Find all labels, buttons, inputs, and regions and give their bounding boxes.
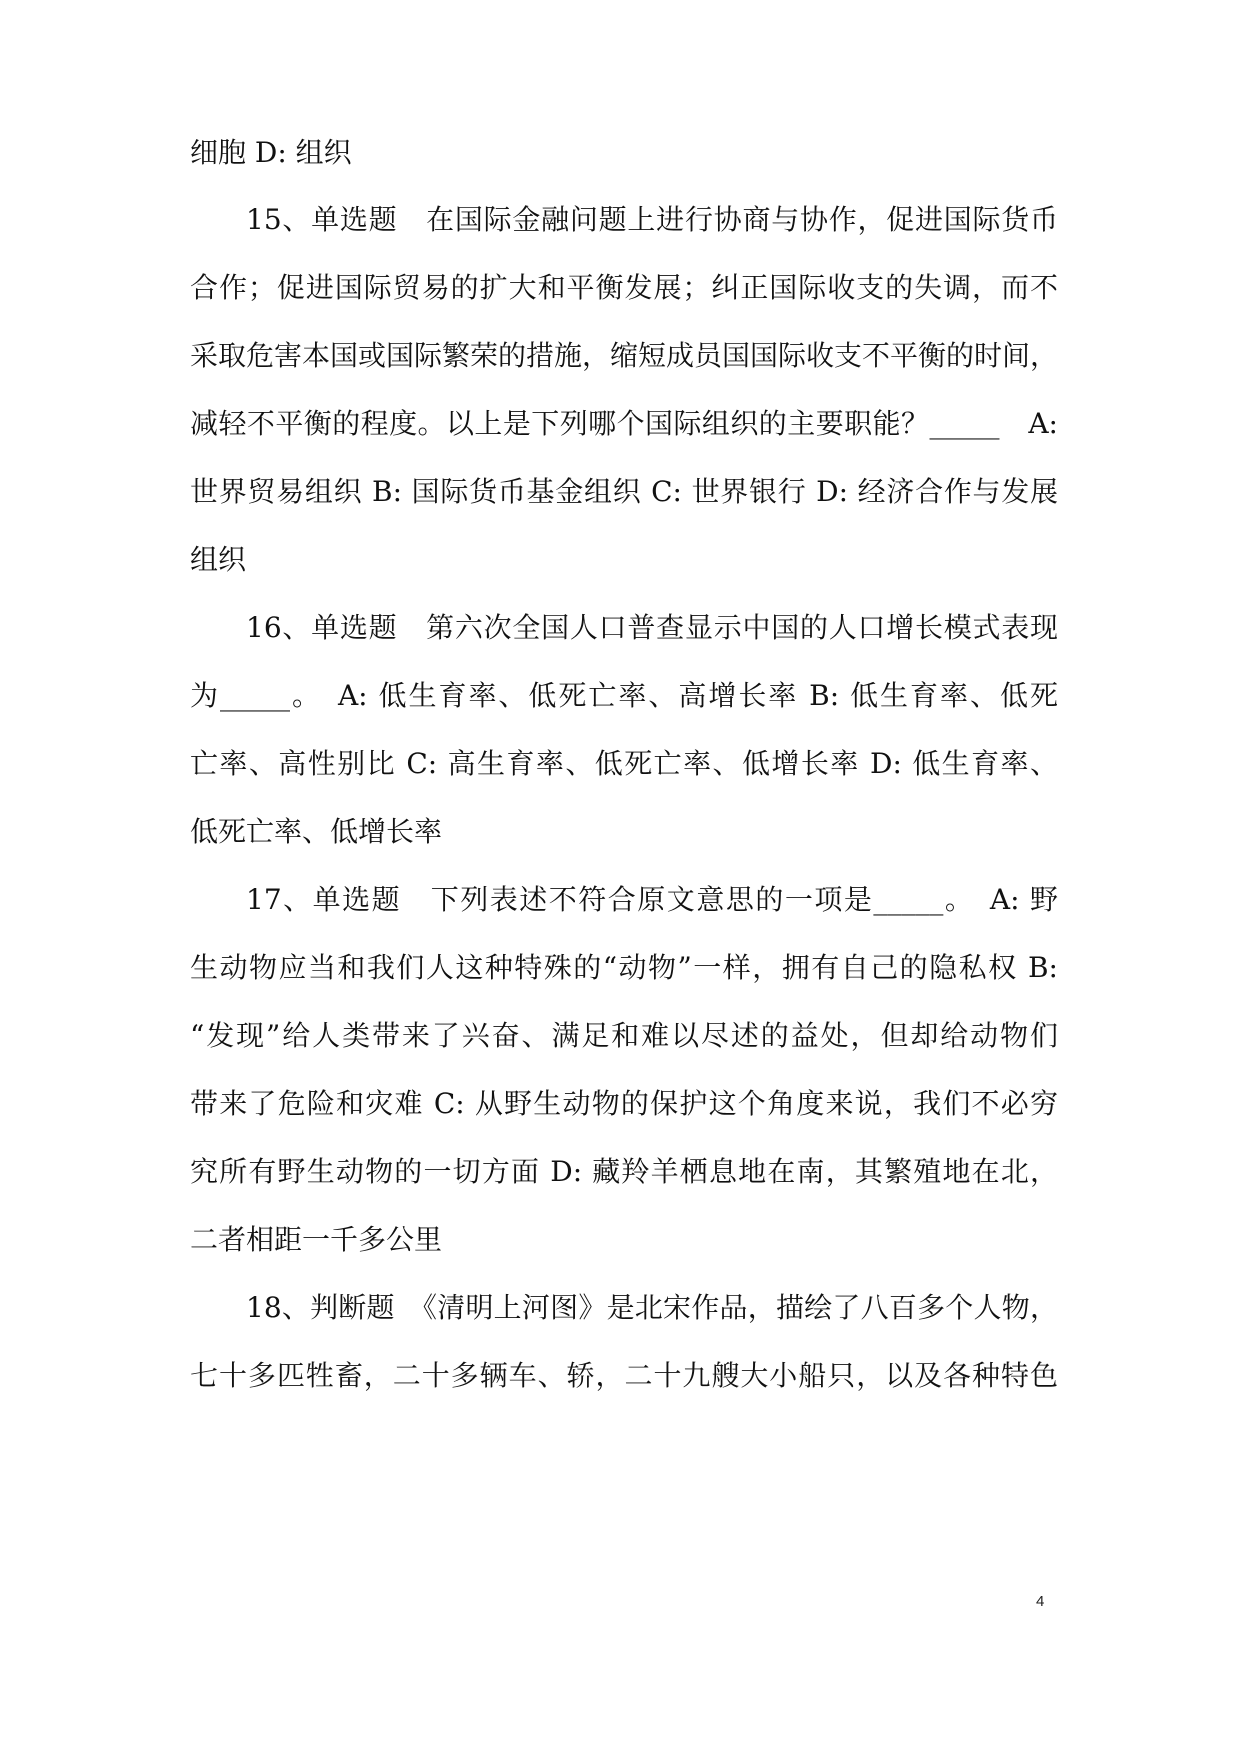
q15-line-5: 世界贸易组织 B: 国际货币基金组织 C: 世界银行 D: 经济合作与发展 bbox=[190, 475, 1058, 508]
q17-line-3: “发现”给人类带来了兴奋、满足和难以尽述的益处，但却给动物们 bbox=[190, 1019, 1058, 1052]
page-number: 4 bbox=[1036, 1593, 1045, 1610]
q15-line-6: 组织 bbox=[190, 543, 247, 576]
q17-line-6: 二者相距一千多公里 bbox=[190, 1223, 443, 1256]
q16-line-4: 低死亡率、低增长率 bbox=[190, 815, 443, 848]
q17-line-4: 带来了危险和灾难 C: 从野生动物的保护这个角度来说，我们不必穷 bbox=[190, 1087, 1058, 1120]
q16-line-3: 亡率、高性别比 C: 高生育率、低死亡率、低增长率 D: 低生育率、 bbox=[190, 747, 1058, 780]
q17-line-5: 究所有野生动物的一切方面 D: 藏羚羊栖息地在南，其繁殖地在北， bbox=[190, 1155, 1058, 1188]
q15-line-2: 合作；促进国际贸易的扩大和平衡发展；纠正国际收支的失调，而不 bbox=[190, 271, 1058, 304]
q16-line-2: 为_____。 A: 低生育率、低死亡率、高增长率 B: 低生育率、低死 bbox=[190, 679, 1058, 712]
q17-line-1: 17、单选题 下列表述不符合原文意思的一项是_____。 A: 野 bbox=[246, 883, 1058, 916]
q16-line-1: 16、单选题 第六次全国人口普查显示中国的人口增长模式表现 bbox=[246, 611, 1058, 644]
q18-line-2: 七十多匹牲畜，二十多辆车、轿，二十九艘大小船只，以及各种特色 bbox=[190, 1359, 1058, 1392]
q15-line-3: 采取危害本国或国际繁荣的措施，缩短成员国国际收支不平衡的时间， bbox=[190, 339, 1059, 372]
q14-option-tail-line: 细胞 D: 组织 bbox=[190, 136, 352, 169]
q18-line-1: 18、判断题 《清明上河图》是北宋作品，描绘了八百多个人物， bbox=[246, 1291, 1058, 1324]
q15-line-1: 15、单选题 在国际金融问题上进行协商与协作，促进国际货币 bbox=[246, 203, 1058, 236]
q15-line-4: 减轻不平衡的程度。以上是下列哪个国际组织的主要职能？_____ A: bbox=[190, 407, 1058, 440]
q17-line-2: 生动物应当和我们人这种特殊的“动物”一样，拥有自己的隐私权 B: bbox=[190, 951, 1058, 984]
